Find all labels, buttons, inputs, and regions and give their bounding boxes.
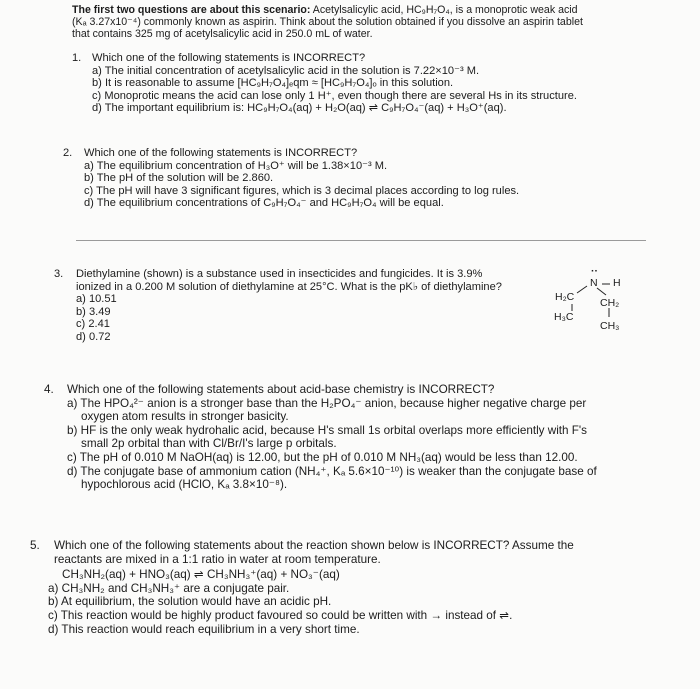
question-1-option-c: c) Monoprotic means the acid can lose only 1 H⁺, even though there are several Hs in its structure. <box>92 89 577 102</box>
question-3-option-b: b) 3.49 <box>76 305 111 318</box>
question-4-option-a-cont: oxygen atom results in stronger basicity. <box>81 410 289 424</box>
question-1-option-d: d) The important equilibrium is: HC₉H₇O₄(aq) + H₂O(aq) ⇌ C₉H₇O₄⁻(aq) + H₃O⁺(aq). <box>92 102 507 115</box>
question-3-number: 3. <box>54 268 64 280</box>
group-ch3: CH₃ <box>600 320 620 332</box>
question-2-option-c: c) The pH will have 3 significant figures, which is 3 decimal places according to log rules. <box>84 184 520 197</box>
question-4 <box>67 383 597 492</box>
scenario-intro <box>72 4 583 41</box>
question-2-option-b: b) The pH of the solution will be 2.860. <box>84 172 274 185</box>
question-2-stem: Which one of the following statements is INCORRECT? <box>84 147 358 159</box>
nitrogen-lone-pair: ·· <box>591 265 598 277</box>
question-5-option-d: d) This reaction would reach equilibrium in a very short time. <box>48 622 360 636</box>
atom-h: H <box>613 277 621 289</box>
section-divider <box>76 240 646 241</box>
question-5-option-c: c) This reaction would be highly product favoured so could be written with → instead of ⇌. <box>48 608 513 622</box>
question-4-stem: Which one of the following statements about acid-base chemistry is INCORRECT? <box>67 383 495 396</box>
group-ch2: CH₂ <box>600 297 620 309</box>
question-5-reaction: CH₃NH₂(aq) + HNO₃(aq) ⇌ CH₃NH₃⁺(aq) + NO₃⁻(aq) <box>62 568 340 582</box>
intro-line-2: (Kₐ 3.27x10⁻⁴) commonly known as aspirin. Think about the solution obtained if you dissolve an aspirin tablet <box>72 16 583 29</box>
intro-heading: The first two questions are about this scenario: <box>72 4 311 16</box>
question-5-stem-line-1: Which one of the following statements about the reaction shown below is INCORRECT? Assume the <box>54 539 574 552</box>
question-2-option-a: a) The equilibrium concentration of H₃O⁺ will be 1.38×10⁻³ M. <box>84 159 388 172</box>
question-3-stem-line-2: ionized in a 0.200 M solution of diethylamine at 25°C. What is the pK♭ of diethylamine? <box>76 280 502 293</box>
atom-n: N <box>590 277 598 289</box>
question-1 <box>92 52 577 115</box>
question-2-option-d: d) The equilibrium concentrations of C₉H₇O₄⁻ and HC₉H₇O₄ will be equal. <box>84 197 444 210</box>
question-4-option-c: c) The pH of 0.010 M NaOH(aq) is 12.00, but the pH of 0.010 M NH₃(aq) would be less than 12.00. <box>67 450 578 464</box>
question-4-option-d: d) The conjugate base of ammonium cation (NH₄⁺, Kₐ 5.6×10⁻¹⁰) is weaker than the conjugate base of <box>67 464 597 478</box>
question-5-option-a: a) CH₃NH₂ and CH₃NH₃⁺ are a conjugate pair. <box>48 581 290 595</box>
question-4-option-d-cont: hypochlorous acid (HClO, Kₐ 3.8×10⁻⁸). <box>81 478 288 492</box>
diethylamine-structure <box>550 265 630 337</box>
intro-line-3: that contains 325 mg of acetylsalicylic acid in 250.0 mL of water. <box>72 28 373 41</box>
question-5-number: 5. <box>30 539 40 552</box>
question-4-option-a: a) The HPO₄²⁻ anion is a stronger base than the H₂PO₄⁻ anion, because higher negative charge per <box>67 396 587 410</box>
question-1-option-a: a) The initial concentration of acetylsalicylic acid in the solution is 7.22×10⁻³ M. <box>92 64 480 77</box>
question-3-option-d: d) 0.72 <box>76 330 111 343</box>
question-2 <box>84 147 519 210</box>
question-4-number: 4. <box>44 383 54 396</box>
question-3-option-a: a) 10.51 <box>76 293 117 306</box>
question-3-option-c: c) 2.41 <box>76 318 110 331</box>
question-1-option-b: b) It is reasonable to assume [HC₉H₇O₄]ₑqm ≈ [HC₉H₇O₄]ₒ in this solution. <box>92 77 454 90</box>
question-1-number: 1. <box>72 52 82 64</box>
question-3-stem-line-1: Diethylamine (shown) is a substance used in insecticides and fungicides. It is 3.9% <box>76 268 483 280</box>
question-2-number: 2. <box>63 147 73 159</box>
question-5-stem-line-2: reactants are mixed in a 1:1 ratio in water at room temperature. <box>54 552 381 566</box>
question-1-stem: Which one of the following statements is INCORRECT? <box>92 52 366 64</box>
question-4-option-b: b) HF is the only weak hydrohalic acid, because H's small 1s orbital overlaps more efficiently with F's <box>67 423 588 437</box>
group-h3c: H₃C <box>554 311 574 323</box>
group-h2c: H₂C <box>555 291 575 303</box>
intro-line-1: Acetylsalicylic acid, HC₉H₇O₄, is a monoprotic weak acid <box>310 4 578 16</box>
question-3 <box>76 268 502 344</box>
question-5-option-b: b) At equilibrium, the solution would have an acidic pH. <box>48 595 332 609</box>
question-4-option-b-cont: small 2p orbital than with Cl/Br/I's large p orbitals. <box>81 437 337 451</box>
question-5 <box>48 539 574 636</box>
